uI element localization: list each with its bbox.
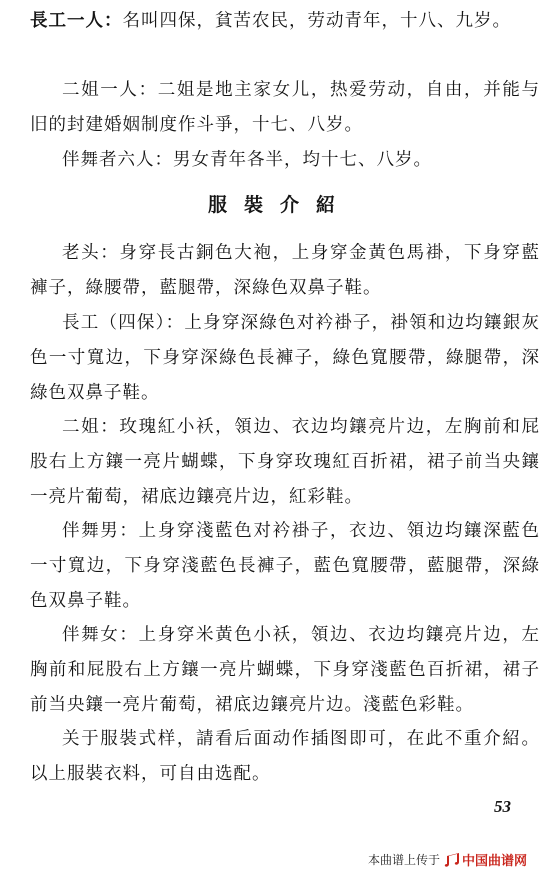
costume-paragraph-closing-note: 关于服裝式样，請看后面动作插图即可，在此不重介紹。以上服裝衣料，可自由选配。 [30,729,540,784]
costume-section-heading: 服裝介紹 [207,194,352,216]
page-number: 53 [494,797,511,816]
role-paragraph-long-worker [30,4,540,39]
role-paragraph-second-sister: 二姐一人：二姐是地主家女儿，热爱劳动，自由，并能与旧的封建婚姻制度作斗爭，十七、八岁。 [30,80,540,135]
site-watermark [368,849,527,869]
watermark-upload-text: 本曲谱上传于 [368,852,441,867]
role-lead-long-worker: 長工一人： [30,11,123,31]
costume-paragraph-male-dancers: 伴舞男：上身穿淺藍色对衿褂子，衣边、領边均鑲深藍色一寸寬边，下身穿淺藍色長褲子，藍色寬腰帶，藍腿帶，深綠色双鼻子鞋。 [30,521,540,611]
role-paragraph-dancers: 伴舞者六人：男女青年各半，均十七、八岁。 [62,150,432,170]
costume-paragraph-second-sister: 二姐：玫瑰紅小袄，領边、衣边均鑲亮片边，左胸前和屁股右上方鑲一亮片蝴蝶，下身穿玫瑰紅百折裙，裙子前当央鑲一亮片葡萄，裙底边鑲亮片边，紅彩鞋。 [30,417,540,507]
costume-paragraph-long-worker: 長工（四保）：上身穿深綠色对衿褂子，褂領和边均鑲銀灰色一寸寬边，下身穿深綠色長褲子，綠色寬腰帶，綠腿帶，深綠色双鼻子鞋。 [30,313,540,403]
watermark-site-name: 中国曲谱网 [462,853,528,869]
costume-paragraph-old-man: 老头：身穿長古銅色大袍，上身穿金黃色馬褂，下身穿藍褲子，綠腰帶，藍腿帶，深綠色双鼻子鞋。 [30,243,540,298]
costume-paragraph-female-dancers: 伴舞女：上身穿米黃色小袄，領边、衣边均鑲亮片边，左胸前和屁股右上方鑲一亮片蝴蝶，下身穿淺藍色百折裙，裙子前当央鑲一亮片葡萄，裙底边鑲亮片边。淺藍色彩鞋。 [30,625,540,715]
role-text-long-worker: 名叫四保，貧苦农民，劳动青年，十八、九岁。 [122,11,511,31]
music-note-logo-icon [444,852,460,866]
